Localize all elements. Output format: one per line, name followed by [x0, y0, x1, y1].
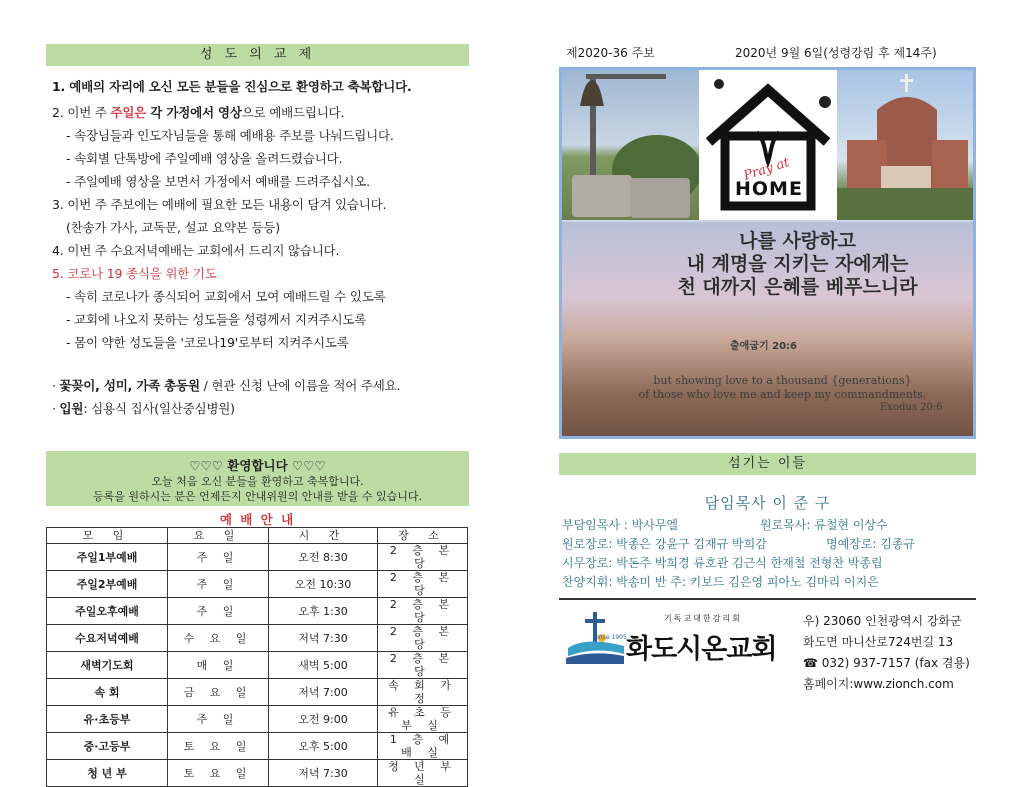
item-2a: - 속장님들과 인도자님들을 통해 예배용 주보를 나눠드립니다. — [66, 128, 394, 143]
col-header: 장 소 — [378, 528, 468, 544]
item-3a: (찬송가 가사, 교독문, 설교 요약본 등등) — [66, 220, 280, 235]
verse-en-line-1: but showing love to a thousand {generations} — [653, 374, 912, 387]
notice-text: / 현관 신청 난에 이름을 적어 주세요. — [199, 378, 401, 393]
welcome-line-1: 오늘 처음 오신 분들을 환영하고 축복합니다. — [151, 475, 364, 488]
phone — [803, 654, 970, 671]
fellowship-title: 성 도 의 교 제 — [46, 44, 469, 66]
verse-english — [562, 374, 973, 402]
notice-bold: 꽃꽂이, 성미, 가족 총동원 — [59, 378, 200, 393]
staff-value: 류철현 이상수 — [814, 518, 888, 532]
schedule-place: 유 초 등 부 실 — [378, 706, 468, 733]
schedule-day: 매 일 — [168, 652, 269, 679]
item-2c: - 주일예배 영상을 보면서 가정에서 예배를 드려주십시오. — [66, 174, 370, 189]
item-num: 5. — [52, 266, 64, 281]
staff-value: 김종규 — [880, 537, 916, 551]
table-row — [47, 598, 468, 625]
church-building-icon — [837, 70, 973, 220]
table-row — [47, 571, 468, 598]
schedule-place: 2 층 본 당 — [378, 544, 468, 571]
schedule-day: 수 요 일 — [168, 625, 269, 652]
staff-row-2b — [826, 535, 915, 552]
item-3 — [52, 195, 386, 213]
staff-row-4 — [562, 573, 879, 590]
table-row — [47, 652, 468, 679]
notice-text: : 심용식 집사(일산중심병원) — [83, 401, 235, 416]
item-5a: - 속히 코로나가 종식되어 교회에서 모여 예배드릴 수 있도록 — [66, 289, 386, 304]
verse-ko-line-2: 내 계명을 지키는 자에게는 — [686, 253, 909, 275]
item-num: 2. — [52, 105, 64, 120]
schedule-time: 오전 8:30 — [269, 544, 378, 571]
church-since: since 1905 — [594, 634, 627, 641]
staff-label: 원로장로: — [562, 537, 617, 551]
staff-label: 원로목사: — [760, 518, 815, 532]
schedule-place: 2 층 본 당 — [378, 625, 468, 652]
schedule-day: 금 요 일 — [168, 679, 269, 706]
servants-title: 섬기는 이들 — [559, 453, 976, 475]
home-text: HOME — [735, 178, 803, 200]
address-line-2: 화도면 마니산로724번길 13 — [803, 635, 954, 649]
staff-row-1b — [760, 516, 888, 533]
col-header: 요 일 — [168, 528, 269, 544]
item-text: 이번 주 주보에는 예배에 필요한 모든 내용이 담겨 있습니다. — [67, 197, 387, 212]
item-num: 1. — [52, 79, 66, 94]
item-num: 3. — [52, 197, 64, 212]
schedule-name: 주일오후예배 — [47, 598, 168, 625]
issue-date: 2020년 9월 6일(성령강림 후 제14주) — [735, 46, 937, 60]
phone-number: 032) 937-7157 (fax 겸용) — [821, 656, 970, 670]
schedule-name: 유·초등부 — [47, 706, 168, 733]
schedule-name: 주일1부예배 — [47, 544, 168, 571]
schedule-name: 수요저녁예배 — [47, 625, 168, 652]
col-header: 모 임 — [47, 528, 168, 544]
senior-pastor: 담임목사 이 준 구 — [704, 494, 831, 512]
schedule-day: 토 요 일 — [168, 760, 269, 787]
item-highlight: 주일은 — [110, 105, 147, 120]
item-text: 으로 예배드립니다. — [241, 105, 345, 120]
item-5c: - 몸이 약한 성도들을 '코로나19'로부터 지켜주시도록 — [66, 335, 349, 350]
schedule-title: 예 배 안 내 — [219, 512, 296, 527]
bell-memorial-icon — [562, 70, 699, 220]
schedule-name: 새벽기도회 — [47, 652, 168, 679]
schedule-name: 중·고등부 — [47, 733, 168, 760]
staff-label: 찬양지휘: — [562, 575, 617, 589]
staff-value: 박돈주 박희경 류호관 김근식 한재철 전형찬 박종립 — [616, 556, 883, 570]
staff-row-3 — [562, 554, 883, 571]
schedule-time: 저녁 7:30 — [269, 625, 378, 652]
schedule-day: 주 일 — [168, 706, 269, 733]
schedule-place: 2 층 본 당 — [378, 571, 468, 598]
pray-at-home-sign — [699, 70, 837, 220]
table-row — [47, 760, 468, 787]
schedule-time: 오후 1:30 — [269, 598, 378, 625]
staff-value: 박사무엘 — [631, 518, 679, 532]
bullet: · — [52, 401, 60, 416]
item-text: 이번 주 — [67, 105, 111, 120]
schedule-time: 저녁 7:00 — [269, 679, 378, 706]
schedule-time: 저녁 7:30 — [269, 760, 378, 787]
schedule-place: 2 층 본 당 — [378, 652, 468, 679]
issue-number: 제2020-36 주보 — [566, 46, 655, 60]
schedule-place: 1 층 예 배 실 — [378, 733, 468, 760]
item-1 — [52, 77, 412, 95]
table-row — [47, 679, 468, 706]
verse-ref-english: Exodus 20:6 — [880, 402, 943, 413]
church-name: 화도시온교회 — [626, 634, 777, 665]
item-text: 이번 주 수요저녁예배는 교회에서 드리지 않습니다. — [67, 243, 340, 258]
church-photo — [837, 70, 973, 220]
staff-label: 시무장로: — [562, 556, 617, 570]
homepage-link[interactable]: 홈페이지:www.zionch.com — [803, 677, 954, 691]
schedule-place: 2 층 본 당 — [378, 598, 468, 625]
schedule-day: 주 일 — [168, 571, 269, 598]
schedule-time: 오후 5:00 — [269, 733, 378, 760]
item-5 — [52, 264, 217, 282]
schedule-place: 청 년 부 실 — [378, 760, 468, 787]
notice-flowers — [52, 376, 400, 394]
schedule-day: 주 일 — [168, 544, 269, 571]
notice-hospital — [52, 399, 235, 417]
item-text-bold: 각 가정에서 영상 — [146, 105, 242, 120]
welcome-title: ♡♡♡ 환영합니다 ♡♡♡ — [189, 458, 326, 473]
staff-row-1 — [562, 516, 678, 533]
staff-value: 박종은 강윤구 김재규 박희감 — [616, 537, 767, 551]
staff-label: 부담임목사 : — [562, 518, 632, 532]
item-4 — [52, 241, 339, 259]
welcome-line-2: 등록을 원하시는 분은 언제든지 안내위원의 안내를 받을 수 있습니다. — [93, 490, 422, 503]
table-row — [47, 625, 468, 652]
pray-at-text: Pray at — [741, 155, 792, 184]
verse-ko-line-3: 천 대까지 은혜를 베푸느니라 — [677, 276, 918, 298]
schedule-name: 주일2부예배 — [47, 571, 168, 598]
verse-en-line-2: of those who love me and keep my commandments. — [638, 388, 927, 401]
col-header: 시 간 — [269, 528, 378, 544]
address-line-1: 우) 23060 인천광역시 강화군 — [803, 614, 962, 628]
schedule-place: 속 회 가 정 — [378, 679, 468, 706]
photo-collage — [559, 67, 976, 439]
schedule-name: 청 년 부 — [47, 760, 168, 787]
staff-value: 박송미 반 주: 키보드 김은영 피아노 김마리 이지은 — [616, 575, 879, 589]
item-2 — [52, 103, 344, 121]
church-denomination: 기독교대한감리회 — [664, 614, 742, 623]
item-text: 예배의 자리에 오신 모든 분들을 진심으로 환영하고 축복합니다. — [69, 79, 412, 94]
schedule-day: 주 일 — [168, 598, 269, 625]
schedule-time: 새벽 5:00 — [269, 652, 378, 679]
schedule-time: 오전 10:30 — [269, 571, 378, 598]
welcome-box — [46, 451, 469, 506]
verse-ko-line-1: 나를 사랑하고 — [739, 230, 856, 252]
church-logo — [566, 610, 786, 670]
notice-bold: 입원 — [59, 401, 84, 416]
schedule-time: 오전 9:00 — [269, 706, 378, 733]
table-row — [47, 706, 468, 733]
phone-icon: ☎ — [803, 656, 822, 670]
schedule-name: 속 회 — [47, 679, 168, 706]
verse-ref-korean: 출애굽기 20:6 — [730, 341, 797, 352]
bullet: · — [52, 378, 60, 393]
item-text: 코로나 19 종식을 위한 기도 — [67, 266, 217, 281]
staff-row-2 — [562, 535, 767, 552]
verse-image — [562, 222, 973, 436]
table-row — [47, 544, 468, 571]
staff-label: 명예장로: — [826, 537, 881, 551]
table-row — [47, 733, 468, 760]
item-num: 4. — [52, 243, 64, 258]
item-5b: - 교회에 나오지 못하는 성도들을 성령께서 지켜주시도록 — [66, 312, 367, 327]
bell-photo — [562, 70, 699, 220]
divider — [559, 598, 976, 600]
verse-korean — [562, 230, 973, 299]
schedule-day: 토 요 일 — [168, 733, 269, 760]
schedule-table — [46, 527, 468, 787]
table-header-row — [47, 528, 468, 544]
item-2b: - 속회별 단톡방에 주일예배 영상을 올려드렸습니다. — [66, 151, 343, 166]
